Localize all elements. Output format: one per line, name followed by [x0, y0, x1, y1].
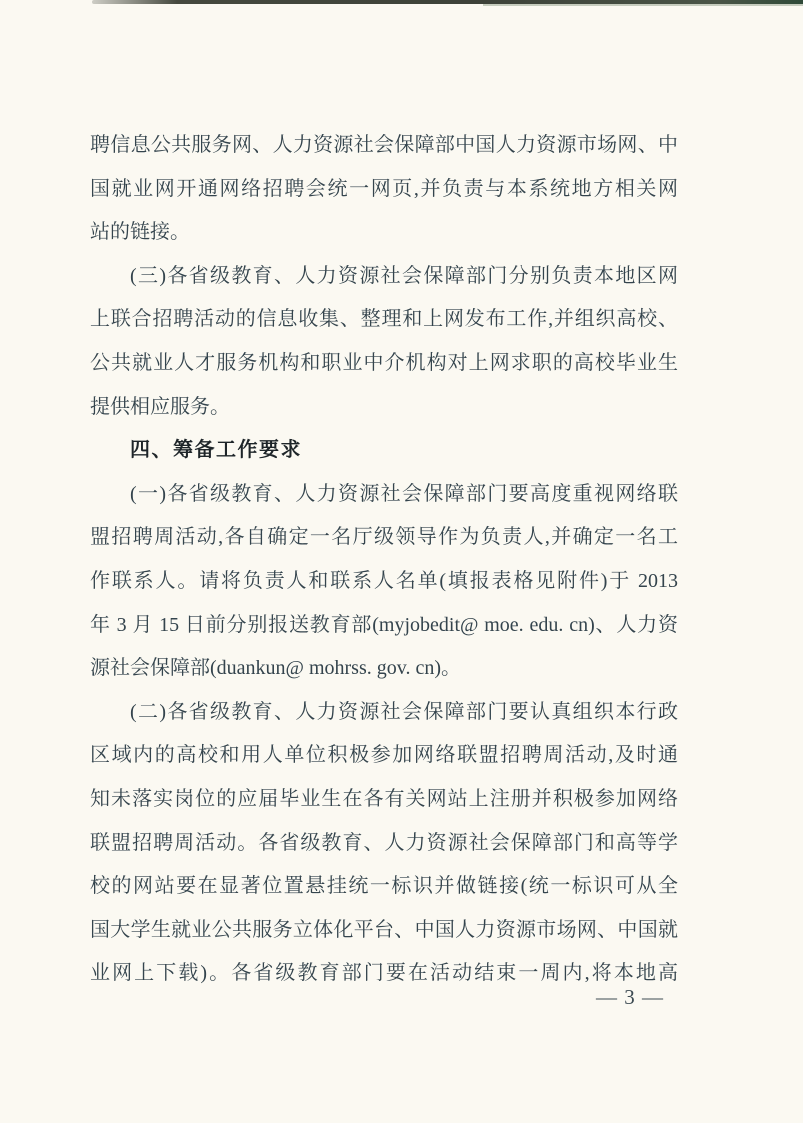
body-line: 业网上下载)。各省级教育部门要在活动结束一周内,将本地高	[90, 962, 678, 985]
body-line: 提供相应服务。	[90, 395, 230, 418]
body-line: 知未落实岗位的应届毕业生在各有关网站上注册并积极参加网络	[90, 787, 678, 810]
body-line: 区域内的高校和用人单位积极参加网络联盟招聘周活动,及时通	[90, 744, 678, 767]
body-line: 上联合招聘活动的信息收集、整理和上网发布工作,并组织高校、	[90, 308, 678, 331]
body-line: 聘信息公共服务网、人力资源社会保障部中国人力资源市场网、中	[90, 134, 678, 156]
body-line: 作联系人。请将负责人和联系人名单(填报表格见附件)于 2013	[90, 569, 678, 592]
body-line: (二)各省级教育、人力资源社会保障部门要认真组织本行政	[130, 700, 678, 723]
body-line: 站的链接。	[90, 221, 190, 244]
body-line: (三)各省级教育、人力资源社会保障部门分别负责本地区网	[130, 264, 678, 287]
section-heading: 四、筹备工作要求	[130, 439, 302, 462]
body-line: 年 3 月 15 日前分别报送教育部(myjobedit@ moe. edu. cn)、人力资	[90, 613, 678, 636]
body-line: 国大学生就业公共服务立体化平台、中国人力资源市场网、中国就	[90, 918, 678, 941]
document-body	[90, 124, 678, 996]
body-line: 公共就业人才服务机构和职业中介机构对上网求职的高校毕业生	[90, 351, 678, 374]
body-line: (一)各省级教育、人力资源社会保障部门要高度重视网络联	[130, 482, 678, 505]
body-line: 校的网站要在显著位置悬挂统一标识并做链接(统一标识可从全	[90, 875, 678, 898]
body-line: 源社会保障部(duankun@ mohrss. gov. cn)。	[90, 657, 461, 680]
scan-edge-artifact	[92, 0, 803, 4]
body-line: 盟招聘周活动,各自确定一名厅级领导作为负责人,并确定一名工	[90, 526, 678, 549]
body-line: 国就业网开通网络招聘会统一网页,并负责与本系统地方相关网	[90, 177, 678, 200]
body-line: 联盟招聘周活动。各省级教育、人力资源社会保障部门和高等学	[90, 831, 678, 854]
page-number: — 3 —	[596, 985, 664, 1009]
